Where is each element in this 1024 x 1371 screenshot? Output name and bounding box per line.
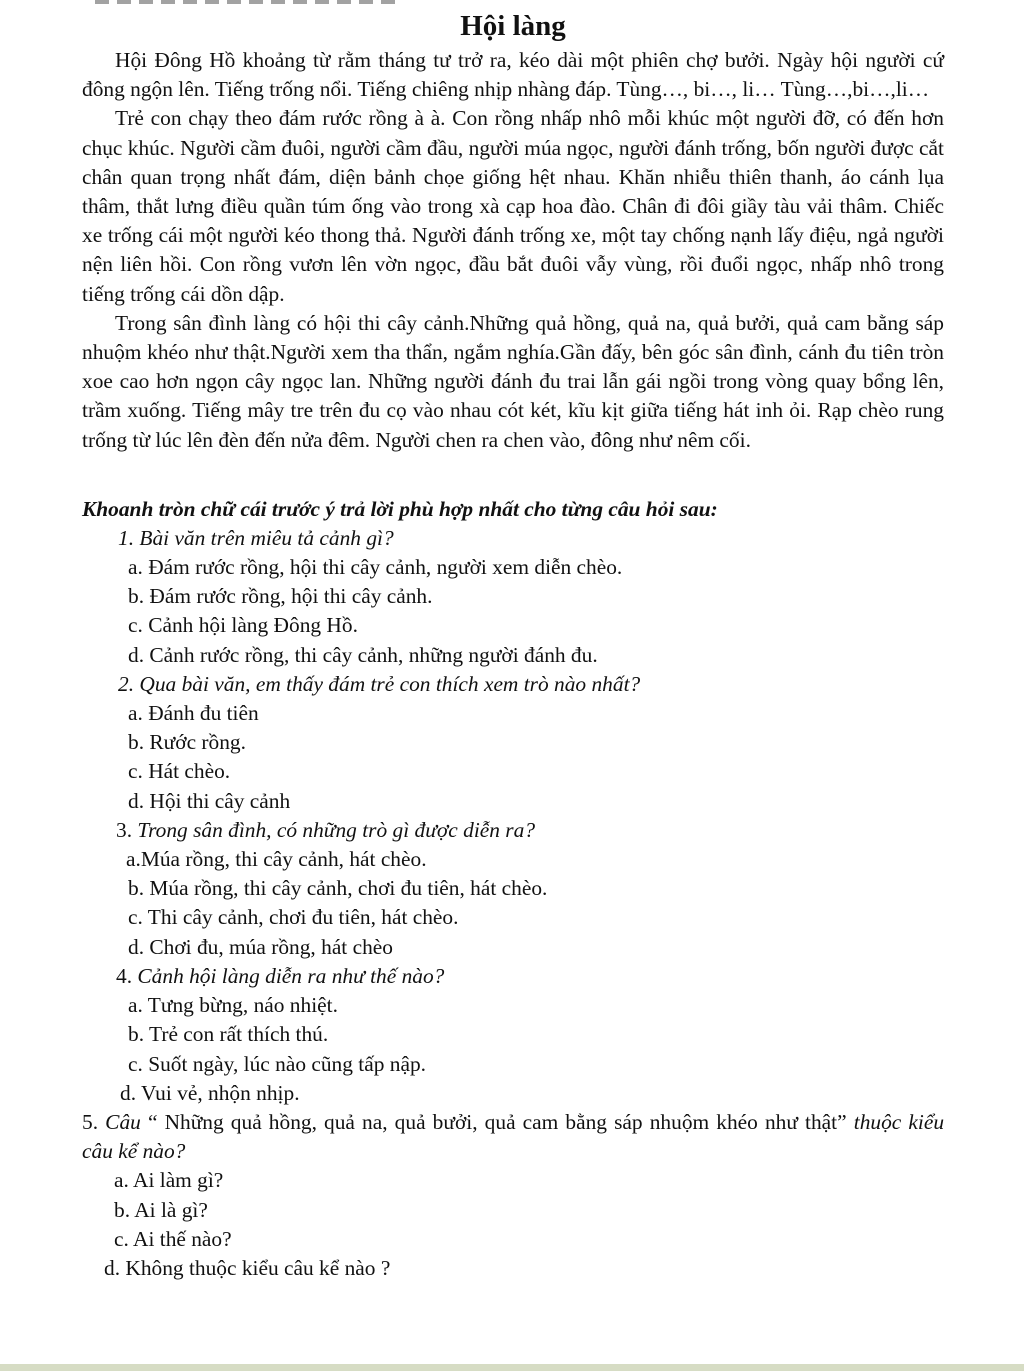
option-2b: b. Rước rồng. xyxy=(128,730,246,755)
cropped-header-line xyxy=(95,0,395,4)
paragraph-3: Trong sân đình làng có hội thi cây cảnh.Những quả hồng, quả na, quả bưởi, quả cam bằng sáp nhuộm khéo như thật.Người xem tha thẩn, ngắm nghía.Gần đấy, bên góc sân đình, cánh đu tiên tròn xoe cao hơn ngọn cây ngọc lan. Những người đánh đu trai lẫn gái ngồi trong vòng quay bổng lên, trầm xuống. Tiếng mây tre trên đu cọ vào nhau cót két, kĩu kịt giữa tiếng hát inh ỏi. Rạp chèo rung trống từ lúc lên đèn đến nửa đêm. Người chen ra chen vào, đông như nêm cối. xyxy=(82,310,944,452)
option-4c: c. Suốt ngày, lúc nào cũng tấp nập. xyxy=(128,1051,427,1076)
option-4b: b. Trẻ con rất thích thú. xyxy=(128,1022,329,1047)
worksheet-page xyxy=(82,8,944,1283)
option-5b: b. Ai là gì? xyxy=(114,1197,208,1222)
option-2d: d. Hội thi cây cảnh xyxy=(128,788,291,813)
question-2: 2. Qua bài văn, em thấy đám trẻ con thích xem trò nào nhất? xyxy=(118,671,641,696)
option-1d: d. Cảnh rước rồng, thi cây cảnh, những người đánh đu. xyxy=(128,642,598,667)
question-5-quote: “ Những quả hồng, quả na, quả bưởi, quả cam bằng sáp nhuộm khéo như thật” xyxy=(147,1109,847,1134)
option-4a: a. Tưng bừng, náo nhiệt. xyxy=(128,993,338,1018)
question-3-number: 3. xyxy=(116,817,133,842)
instruction: Khoanh tròn chữ cái trước ý trả lời phù hợp nhất cho từng câu hỏi sau: xyxy=(82,496,718,521)
question-5-label: Câu xyxy=(105,1109,141,1134)
option-5c: c. Ai thế nào? xyxy=(114,1226,232,1251)
question-4 xyxy=(82,962,944,991)
question-5-number: 5. xyxy=(82,1109,99,1134)
question-3-text: Trong sân đình, có những trò gì được diễn ra? xyxy=(137,817,536,842)
option-3a: a.Múa rồng, thi cây cảnh, hát chèo. xyxy=(126,847,427,872)
option-2c: c. Hát chèo. xyxy=(128,759,231,784)
bottom-border xyxy=(0,1364,1024,1371)
question-5 xyxy=(82,1108,944,1166)
question-3 xyxy=(82,816,944,845)
option-3b: b. Múa rồng, thi cây cảnh, chơi đu tiên, hát chèo. xyxy=(128,876,548,901)
paragraph-2: Trẻ con chạy theo đám rước rồng à à. Con rồng nhấp nhô mỗi khúc một người đỡ, có đến hơn chục khúc. Người cầm đuôi, người cầm đầu, người múa ngọc, người đánh trống, bốn người được cắt chân quan trọng nhất đám, diện bảnh chọe giống hệt nhau. Khăn nhiễu thiên thanh, áo cánh lụa thâm, thắt lưng điều quần túm ống vào trong xà cạp hoa đào. Chân đi đôi giầy tàu vải thâm. Chiếc xe trống cái một người kéo thong thả. Người đánh trống xe, một tay chống nạnh lấy điệu, ngả người nện liên hồi. Con rồng vươn lên vờn ngọc, đầu bắt đuôi vẫy vùng, rồi đuổi ngọc, nhấp nhô trong tiếng trống cái dồn dập. xyxy=(82,106,944,306)
question-1: 1. Bài văn trên miêu tả cảnh gì? xyxy=(118,525,394,550)
option-1a: a. Đám rước rồng, hội thi cây cảnh, người xem diễn chèo. xyxy=(128,555,623,580)
question-5-tail: thuộc kiểu câu kể nào? xyxy=(82,1109,945,1164)
option-2a: a. Đánh đu tiên xyxy=(128,701,259,726)
option-4d: d. Vui vẻ, nhộn nhịp. xyxy=(120,1080,300,1105)
page-title: Hội làng xyxy=(460,10,566,42)
option-5d: d. Không thuộc kiểu câu kể nào ? xyxy=(104,1255,391,1280)
option-3d: d. Chơi đu, múa rồng, hát chèo xyxy=(128,934,393,959)
question-4-number: 4. xyxy=(116,963,133,988)
option-1b: b. Đám rước rồng, hội thi cây cảnh. xyxy=(128,584,433,609)
option-1c: c. Cảnh hội làng Đông Hồ. xyxy=(128,613,358,638)
paragraph-1: Hội Đông Hồ khoảng từ rằm tháng tư trở ra, kéo dài một phiên chợ bưởi. Ngày hội người cứ đông ngộn lên. Tiếng trống nổi. Tiếng chiêng nhịp nhàng đáp. Tùng…, bi…, li… Tùng…,bi…,li… xyxy=(82,48,944,102)
option-3c: c. Thi cây cảnh, chơi đu tiên, hát chèo. xyxy=(128,905,459,930)
question-4-text: Cảnh hội làng diễn ra như thế nào? xyxy=(137,963,445,988)
option-5a: a. Ai làm gì? xyxy=(114,1168,224,1193)
